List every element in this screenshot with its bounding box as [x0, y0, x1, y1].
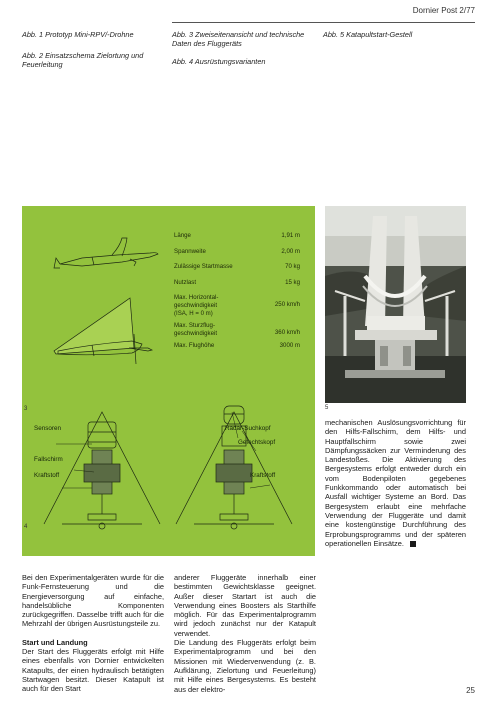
caption-abb3: Abb. 3 Zweiseitenansicht und technische Daten des Fluggeräts	[172, 30, 305, 48]
spec-label: Zulässige Startmasse	[174, 263, 233, 271]
catapult-illustration	[325, 206, 466, 403]
paragraph-landung: Die Landung des Fluggeräts erfolgt beim Experimentalprogramm und bei den Missionen mit Wiederverwendung (z. B. Aufklärung, Zielortung und Feuerleitung) mit Hilfe eines Bergesystems. Es besteht aus der elektro-	[174, 638, 316, 694]
label-radar-suchkopf: Radar-Suchkopf	[225, 425, 271, 432]
spec-row	[174, 322, 300, 337]
label-sensoren: Sensoren	[34, 425, 61, 432]
text-column-right-upper	[325, 418, 466, 548]
paragraph-katapult: anderer Fluggeräte innerhalb einer bestimmten Gewichtsklasse geeignet. Außer dieser Startart ist auch die Verwendung eines Boosters als Starthilfe möglich. Für das Experimentalprogramm wird jedoch zunächst nur der Katapult verwendet.	[174, 573, 316, 638]
caption-abb4: Abb. 4 Ausrüstungsvarianten	[172, 57, 266, 66]
spec-value: 250 km/h	[274, 301, 300, 309]
spec-label: Nutzlast	[174, 278, 197, 286]
spec-value: 1,91 m	[281, 232, 300, 239]
spec-row	[174, 279, 300, 287]
spec-value: 15 kg	[285, 278, 300, 286]
spec-value: 70 kg	[285, 263, 300, 271]
label-fallschirm: Fallschirm	[34, 456, 63, 463]
caption-abb2: Abb. 2 Einsatzschema Zielortung und Feuerleitung	[22, 51, 144, 69]
variant-sensor-drawing	[44, 412, 160, 529]
page-number: 25	[466, 686, 475, 695]
paragraph-bergesystem: mechanischen Auslösungsvorrichtung für den Hilfs-Fallschirm, dem Hilfs- und Hauptfallschirm sowie zwei Dämpfungssäcken zur Verminderung des Landestoßes. Die Aktivierung des Bergesystems erfolgt entweder durch ein vom Bodenpiloten gegebenes Funkkommando oder automatisch bei Ausfall wichtiger Systeme an Bord. Das Bergesystem erlaubt eine mehrfache Verwendung der Fluggeräte und damit eine kostengünstige Durchführung des Erprobungsprogramms und der späteren operationellen Einsätze.	[325, 418, 466, 548]
spec-row	[174, 232, 300, 240]
spec-label: Spannweite	[174, 247, 206, 255]
spec-row	[174, 248, 300, 256]
figure-number-3: 3	[24, 406, 28, 412]
spec-label: Max. Horizontal- geschwindigkeit (ISA, H = 0 m)	[174, 294, 219, 317]
spec-label: Max. Flughöhe	[174, 342, 215, 350]
spec-value: 2,00 m	[281, 247, 300, 255]
figure-number-4: 4	[24, 524, 28, 530]
label-kraftstoff-left: Kraftstoff	[34, 472, 60, 479]
figure-number-5: 5	[325, 405, 329, 411]
paragraph-experimentalgeraete: Bei den Experimentalgeräten wurde für die Funk-Fernsteuerung und die Energieversorgung auf einfache, handelsübliche Komponenten zurückgegriffen. Dasselbe trifft auch für die Mehrzahl der übrigen Ausrüstungsteile zu.	[22, 573, 164, 629]
spec-value: 3000 m	[279, 342, 300, 350]
spec-label: Länge	[174, 232, 191, 239]
caption-abb5: Abb. 5 Katapultstart-Gestell	[323, 30, 413, 39]
text-column-2	[174, 573, 316, 694]
side-view-drawing	[54, 238, 158, 268]
spec-row	[174, 294, 300, 317]
end-of-article-mark	[410, 541, 416, 547]
text-column-1	[22, 573, 164, 694]
caption-abb1: Abb. 1 Prototyp Mini-RPV/-Drohne	[22, 30, 134, 39]
subheading-start-und-landung: Start und Landung	[22, 637, 88, 647]
spec-label: Max. Sturzflug- geschwindigkeit	[174, 322, 218, 337]
figure-captions	[22, 30, 482, 70]
paragraph-start: Der Start des Fluggeräts erfolgt mit Hilfe eines ebenfalls von Dornier entwickelten Katapults, der einen hydraulisch betätigten Startwagen besitzt. Dieser Katapult ist auch für den Start	[22, 647, 164, 694]
spec-row	[174, 263, 300, 271]
header-publication: Dornier Post 2/77	[412, 6, 475, 15]
catapult-photo	[325, 206, 466, 403]
spec-value: 360 km/h	[274, 329, 300, 337]
label-kraftstoff-right: Kraftstoff	[250, 472, 276, 479]
specs-table	[174, 232, 300, 350]
header-rule	[172, 22, 475, 23]
top-view-drawing	[54, 298, 152, 364]
spec-row	[174, 342, 300, 350]
label-gefechtskopf: Gefechtskopf	[238, 439, 276, 446]
